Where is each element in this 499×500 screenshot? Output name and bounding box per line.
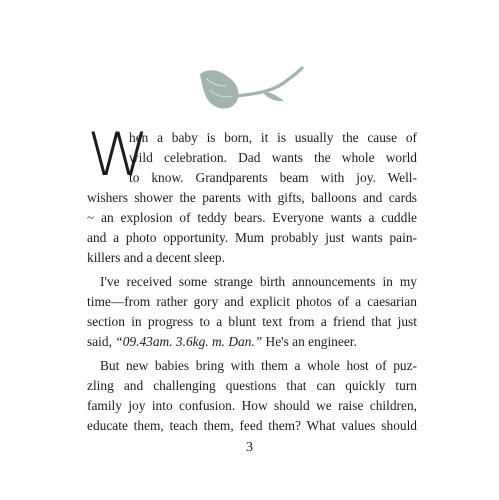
drop-cap: W — [87, 120, 148, 190]
text-line: But new babies bring with them a whole host of puz- — [100, 358, 417, 373]
text-line: ~ an explosion of teddy bears. Everyone wants a cuddle — [87, 210, 417, 225]
text-line: to know. Grandparents beam with joy. Well- — [129, 170, 417, 185]
text-line: wild celebration. Dad wants the whole world — [129, 150, 417, 165]
text-line: and a photo opportunity. Mum probably just wants pain- — [87, 230, 417, 245]
text-fragment: said, — [87, 334, 116, 349]
page-number: 3 — [246, 440, 253, 455]
paragraph-3 — [87, 356, 417, 436]
text-fragment: He's an engineer. — [262, 334, 357, 349]
text-line: hen a baby is born, it is usually the cause of — [129, 130, 417, 145]
body-text — [87, 120, 417, 440]
rose-icon — [196, 60, 308, 112]
text-line: I've received some strange birth announcements in my — [100, 274, 417, 289]
text-line: zling and challenging questions that can quickly turn — [87, 378, 417, 393]
quoted-message: “09.43am. 3.6kg. m. Dan.” — [115, 334, 263, 349]
text-line — [87, 332, 417, 352]
text-line: section in progress to a blunt text from a friend that just — [87, 314, 417, 329]
paragraph-2 — [87, 272, 417, 352]
text-line: time—from rather gory and explicit photos of a caesarian — [87, 294, 417, 309]
paragraph-1 — [87, 120, 417, 268]
text-line: educate them, teach them, feed them? What values should — [87, 418, 417, 433]
text-line: wishers shower the parents with gifts, balloons and cards — [87, 190, 417, 205]
text-line: family joy into confusion. How should we raise children, — [87, 398, 417, 413]
text-line: killers and a decent sleep. — [87, 250, 225, 265]
